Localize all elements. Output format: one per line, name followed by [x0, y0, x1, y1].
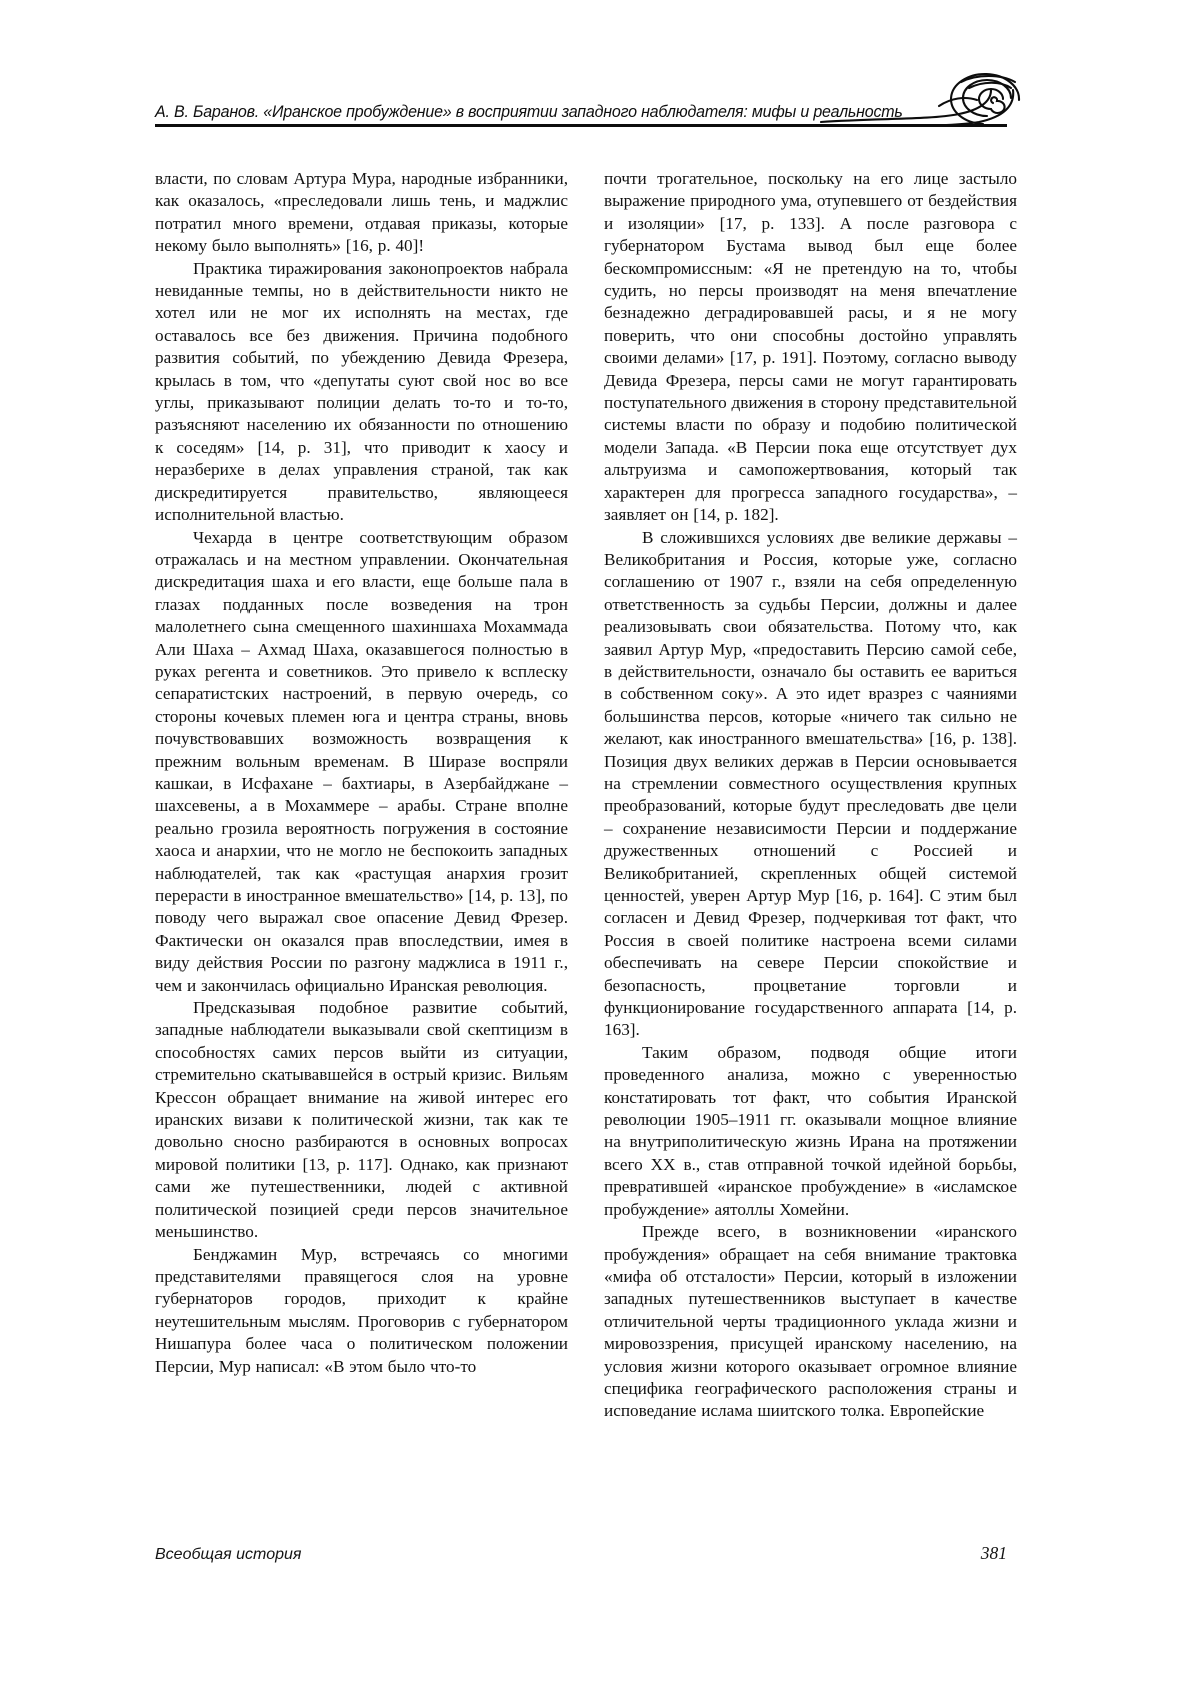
running-header-title: А. В. Баранов. «Иранское пробуждение» в восприятии западного наблюдателя: мифы и реальность	[155, 103, 903, 121]
paragraph: В сложившихся условиях две великие державы – Великобритания и Россия, которые уже, согласно соглашению от 1907 г., взяли на себя определенную ответственность за судьбы Персии, должны и далее реализовывать свои обязательства. Потому что, как заявил Артур Мур, «предоставить Персию самой себе, в действительности, означало бы оставить ее вариться в собственном соку». А это идет вразрез с чаяниями большинства персов, которые «ничего так сильно не желают, как иностранного вмешательства» [16, р. 138]. Позиция двух великих держав в Персии основывается на стремлении совместного осуществления крупных преобразований, которые будут преследовать две цели – сохранение независимости Персии и поддержание дружественных отношений с Россией и Великобританией, скрепленных общей системой ценностей, уверен Артур Мур [16, р. 164]. С этим был согласен и Девид Фрезер, подчеркивая тот факт, что Россия в своей политике настроена всеми силами обеспечивать на севере Персии спокойствие и безопасность, процветание торговли и функционирование государственного аппарата [14, р. 163].	[604, 527, 1017, 1040]
paragraph: Бенджамин Мур, встречаясь со многими представителями правящегося слоя на уровне губернаторов городов, приходит к крайне неутешительным мыслям. Проговорив с губернатором Нишапура более часа о политическом положении Персии, Мур написал: «В этом было что-то	[155, 1244, 568, 1376]
paragraph: Таким образом, подводя общие итоги проведенного анализа, можно с уверенностью констатировать тот факт, что события Иранской революции 1905–1911 гг. оказывали мощное влияние на внутриполитическую жизнь Ирана на протяжении всего XX в., став отправной точкой идейной борьбы, превратившей «иранское пробуждение» в «исламское пробуждение» аятоллы Хомейни.	[604, 1042, 1017, 1219]
running-header-row	[155, 86, 1015, 124]
paragraph-continuation: власти, по словам Артура Мура, народные избранники, как оказалось, «преследовали лишь тень, и маджлис потратил много времени, отдавая приказы, которые некому было выполнять» [16, р. 40]!	[155, 169, 568, 256]
paragraph: Чехарда в центре соответствующим образом отражалась и на местном управлении. Окончательная дискредитация шаха и его власти, еще больше пала в глазах подданных после возведения на трон малолетнего сына смещенного шахиншаха Мохаммада Али Шаха – Ахмад Шаха, оказавшегося полностью в руках регента и советников. Это привело к всплеску сепаратистских настроений, в первую очередь, со стороны кочевых племен юга и центра страны, вновь почувствовавших возможность возвращения к прежним вольным временам. В Ширазе воспряли кашкаи, в Исфахане – бахтиары, в Азербайджане – шахсевены, а в Мохаммере – арабы. Стране вполне реально грозила вероятность погружения в состояние хаоса и анархии, что не могло не беспокоить западных наблюдателей, так как «растущая анархия грозит перерасти в иностранное вмешательство» [14, р. 13], по поводу чего выражал свое опасение Девид Фрезер. Фактически он оказался прав впоследствии, имея в виду действия России по разгону маджлиса в 1911 г., чем и закончилась официально Иранская революция.	[155, 527, 568, 995]
footer-section-title: Всеобщая история	[155, 1546, 302, 1563]
left-column	[155, 168, 568, 1423]
header-rule	[155, 124, 1007, 127]
page-footer	[155, 1543, 1007, 1564]
running-header	[155, 86, 1015, 130]
floral-flourish-icon	[819, 72, 1023, 130]
paragraph-continuation: почти трогательное, поскольку на его лице застыло выражение природного ума, отупевшего от бездействия и изоляции» [17, р. 133]. А после разговора с губернатором Бустама вывод был еще более бескомпромиссным: «Я не претендую на то, чтобы судить, но персы производят на меня впечатление безнадежно деградировавшей расы, и я не могу поверить, что они способны достойно управлять своими делами» [17, р. 191]. Поэтому, согласно выводу Девида Фрезера, персы сами не могут гарантировать поступательного движения в сторону представительной системы власти по образу и подобию политической модели Запада. «В Персии пока еще отсутствует дух альтруизма и самопожертвования, который так характерен для прогресса западного государства», – заявляет он [14, р. 182].	[604, 169, 1017, 525]
paragraph: Прежде всего, в возникновении «иранского пробуждения» обращает на себя внимание трактовка «мифа об отсталости» Персии, который в изложении западных путешественников выступает в качестве отличительной черты традиционного уклада жизни и мировоззрения, присущей иранскому населению, на условия жизни которого оказывает огромное влияние специфика географического расположения страны и исповедание ислама шиитского толка. Европейские	[604, 1222, 1017, 1421]
paragraph: Практика тиражирования законопроектов набрала невиданные темпы, но в действительности никто не хотел или не мог их исполнять на местах, где оставалось все без движения. Причина подобного развития событий, по убеждению Девида Фрезера, крылась в том, что «депутаты суют свой нос во все углы, приказывают полиции делать то-то и то-то, разъясняют населению их обязанности по отношению к соседям» [14, р. 31], что приводит к хаосу и неразберихе в делах управления страной, так как дискредитируется правительство, являющееся исполнительной властью.	[155, 258, 568, 525]
article-body	[155, 168, 1017, 1423]
page-number: 381	[980, 1543, 1007, 1563]
paragraph: Предсказывая подобное развитие событий, западные наблюдатели выказывали свой скептицизм в способностях самих персов выйти из ситуации, стремительно скатывавшейся в острый кризис. Вильям Крессон обращает внимание на живой интерес его иранских визави к политической жизни, так как те довольно сносно разбираются в основных вопросах мировой политики [13, р. 117]. Однако, как признают сами же путешественники, людей с активной политической позицией среди персов значительное меньшинство.	[155, 998, 568, 1242]
right-column	[604, 168, 1017, 1423]
